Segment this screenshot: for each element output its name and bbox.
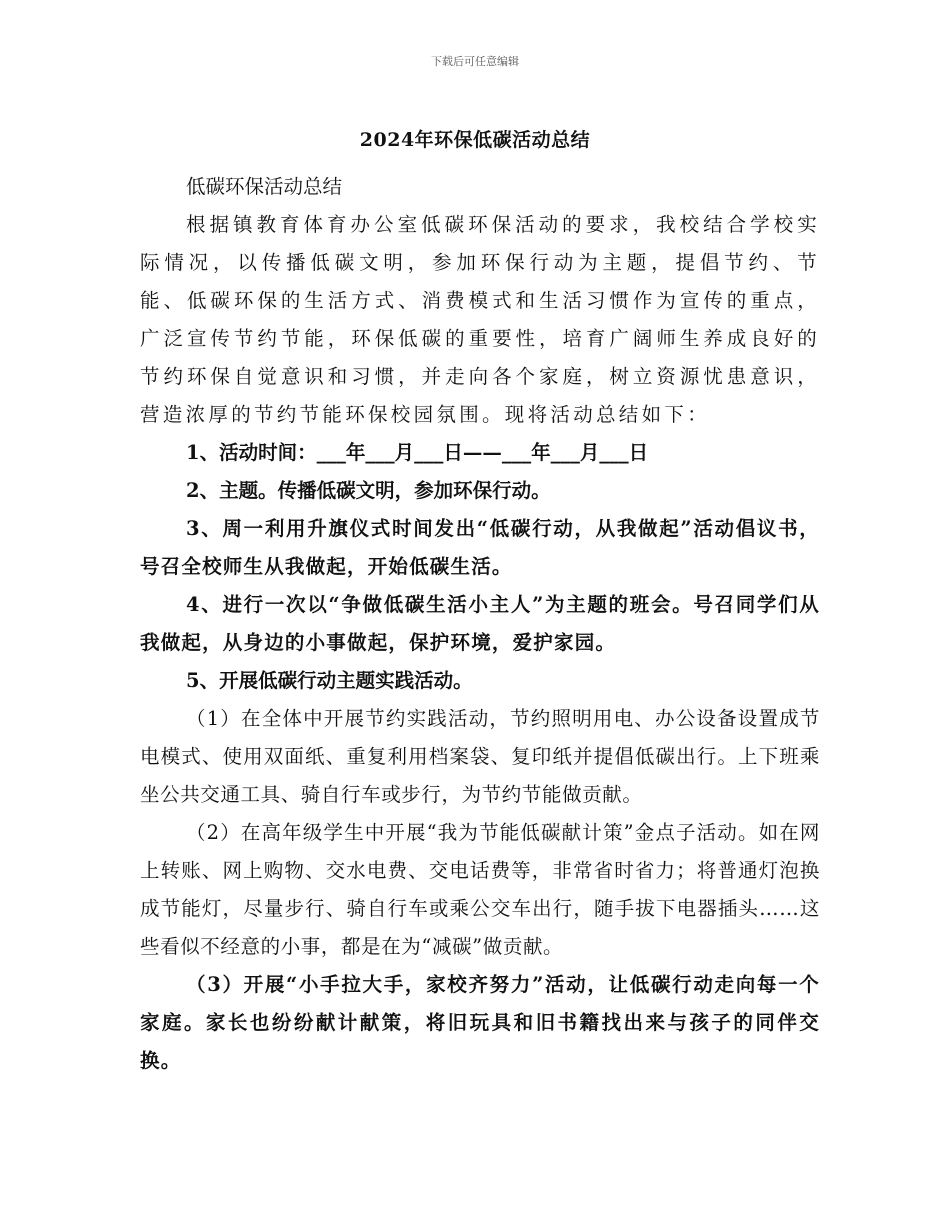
item-3-proposal: 3、周一利用升旗仪式时间发出“低碳行动，从我做起”活动倡议书，号召全校师生从我做起，开始低碳生活。 <box>140 517 820 578</box>
intro-paragraph: 根据镇教育体育办公室低碳环保活动的要求，我校结合学校实际情况，以传播低碳文明，参加环保行动为主题，提倡节约、节能、低碳环保的生活方式、消费模式和生活习惯作为宣传的重点，广泛宣传节约节能，环保低碳的重要性，培育广阔师生养成良好的节约环保自觉意识和习惯，并走向各个家庭，树立资源忧患意识，营造浓厚的节约节能环保校园氛围。现将活动总结如下： <box>140 213 820 426</box>
item-2-theme: 2、主题。传播低碳文明，参加环保行动。 <box>186 479 551 502</box>
page-header-note: 下载后可任意编辑 <box>431 55 519 68</box>
document-title: 2024年环保低碳活动总结 <box>359 129 591 151</box>
sub-item-2: （2）在高年级学生中开展“我为节能低碳献计策”金点子活动。如在网上转账、网上购物、交水电费、交电话费等，非常省时省力；将普通灯泡换成节能灯，尽量步行、骑自行车或乘公交车出行，随手拔下电器插头……这些看似不经意的小事，都是在为“减碳”做贡献。 <box>140 821 820 958</box>
sub-item-3: （3）开展“小手拉大手，家校齐努力”活动，让低碳行动走向每一个家庭。家长也纷纷献计献策，将旧玩具和旧书籍找出来与孩子的同伴交换。 <box>140 973 820 1072</box>
sub-item-1: （1）在全体中开展节约实践活动，节约照明用电、办公设备设置成节电模式、使用双面纸、重复利用档案袋、复印纸并提倡低碳出行。上下班乘坐公共交通工具、骑自行车或步行，为节约节能做贡献。 <box>140 707 820 806</box>
document-subtitle: 低碳环保活动总结 <box>186 175 343 198</box>
document-body <box>140 168 820 1080</box>
item-1-activity-time: 1、活动时间：___年___月___日——___年___月___日 <box>186 441 649 464</box>
item-5-practice: 5、开展低碳行动主题实践活动。 <box>186 669 473 692</box>
item-4-class-meeting: 4、进行一次以“争做低碳生活小主人”为主题的班会。号召同学们从我做起，从身边的小事做起，保护环境，爱护家园。 <box>140 593 820 654</box>
